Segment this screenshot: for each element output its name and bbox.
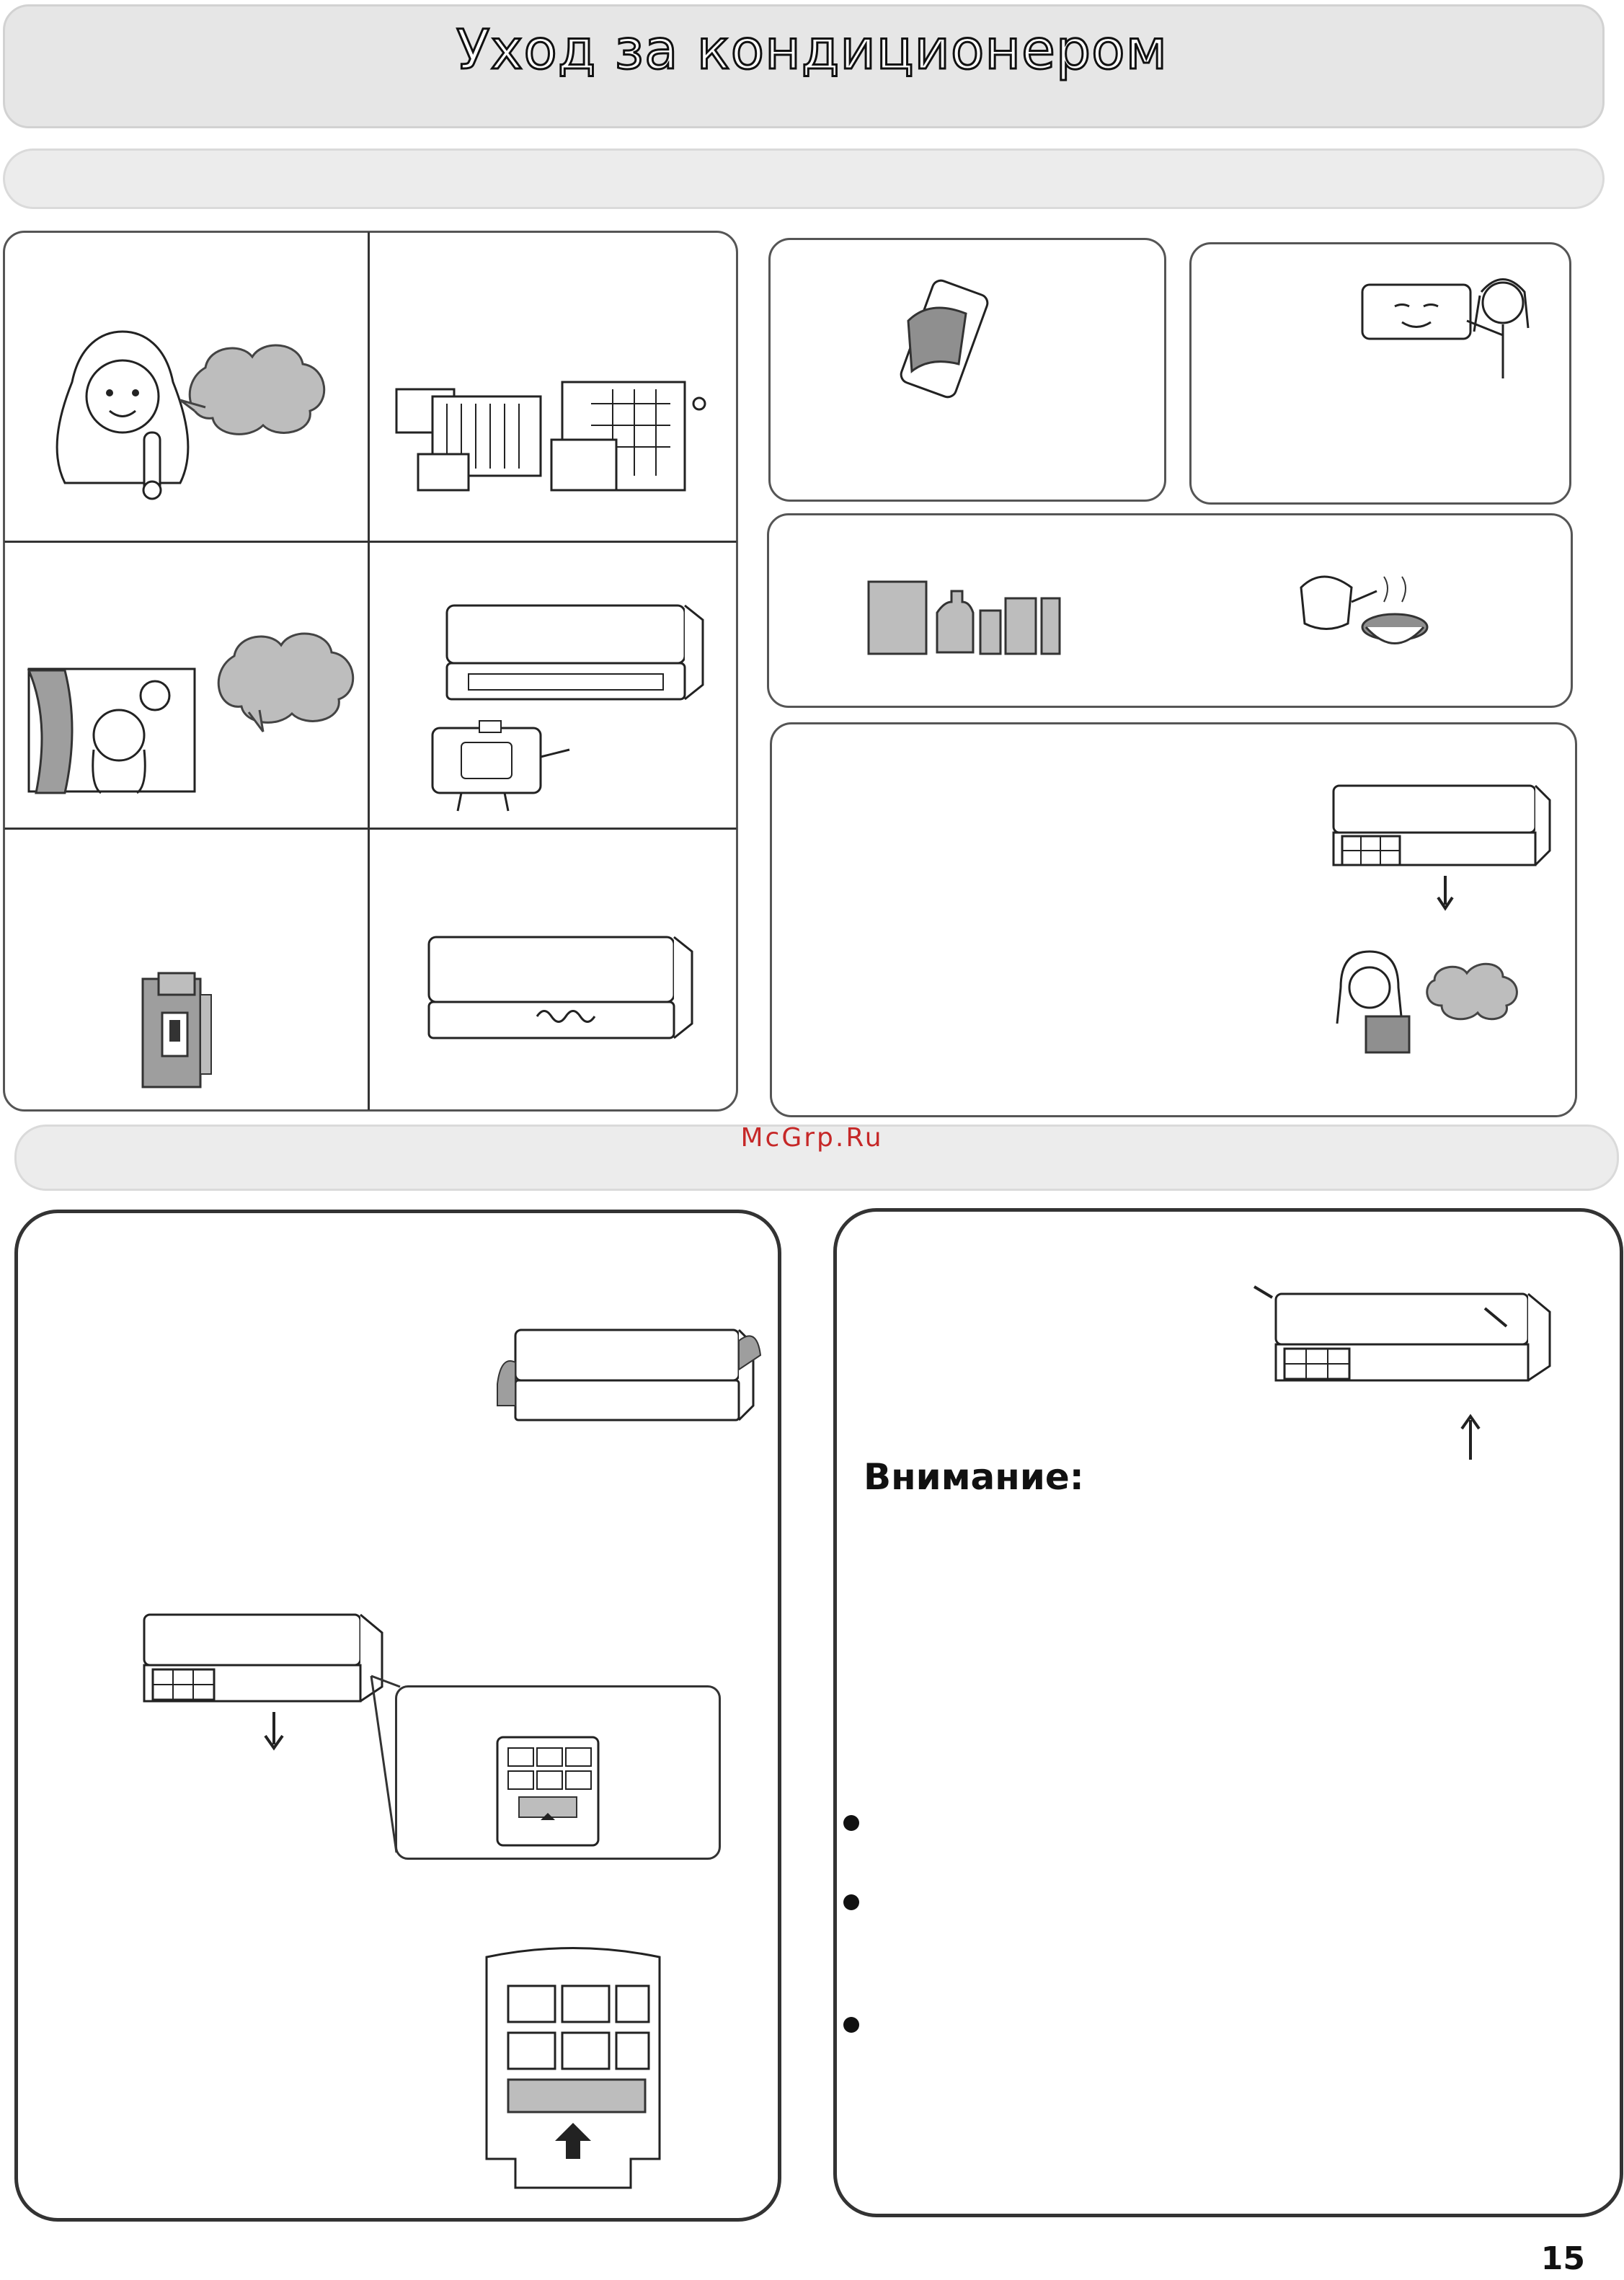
cloth-wipe-remote-icon bbox=[887, 278, 995, 422]
filter-closeup-icon bbox=[490, 1734, 605, 1849]
chemical-bottles-icon bbox=[865, 573, 1067, 660]
ac-indoor-unit-icon bbox=[440, 598, 706, 706]
filter-removal-icon bbox=[115, 1607, 396, 1752]
attention-label: Внимание: bbox=[864, 1456, 1084, 1498]
bullet-icon bbox=[843, 1815, 859, 1831]
page-number: 15 bbox=[1540, 2240, 1585, 2277]
grid-divider-row-1 bbox=[4, 541, 737, 543]
ac-indoor-unit-icon bbox=[422, 930, 696, 1045]
hot-water-kettle-icon bbox=[1287, 559, 1431, 660]
page-title: Уход за кондиционером bbox=[456, 17, 1168, 81]
grid-divider-vertical bbox=[368, 232, 370, 1110]
bullet-icon bbox=[843, 2017, 859, 2033]
girl-cleaning-panel-icon bbox=[1359, 263, 1532, 386]
cloud-bubble-icon bbox=[177, 339, 335, 440]
blocked-units-icon bbox=[389, 375, 721, 497]
circuit-breaker-icon bbox=[137, 973, 216, 1096]
ac-remote-unit-icon bbox=[425, 721, 577, 815]
close-front-panel-icon bbox=[1247, 1279, 1557, 1467]
bullet-icon bbox=[843, 1894, 859, 1910]
girl-holding-filter-icon bbox=[1326, 944, 1543, 1060]
grid-divider-row-2 bbox=[4, 828, 737, 830]
girl-window-sun-icon bbox=[22, 663, 202, 800]
open-front-panel-icon bbox=[494, 1326, 768, 1427]
watermark-text: McGrp.Ru bbox=[740, 1123, 884, 1153]
filter-insert-icon bbox=[472, 1943, 674, 2209]
section-bar-maintenance bbox=[3, 148, 1605, 209]
cloud-bubble-icon bbox=[205, 627, 364, 735]
filter-removal-icon bbox=[1312, 779, 1557, 915]
